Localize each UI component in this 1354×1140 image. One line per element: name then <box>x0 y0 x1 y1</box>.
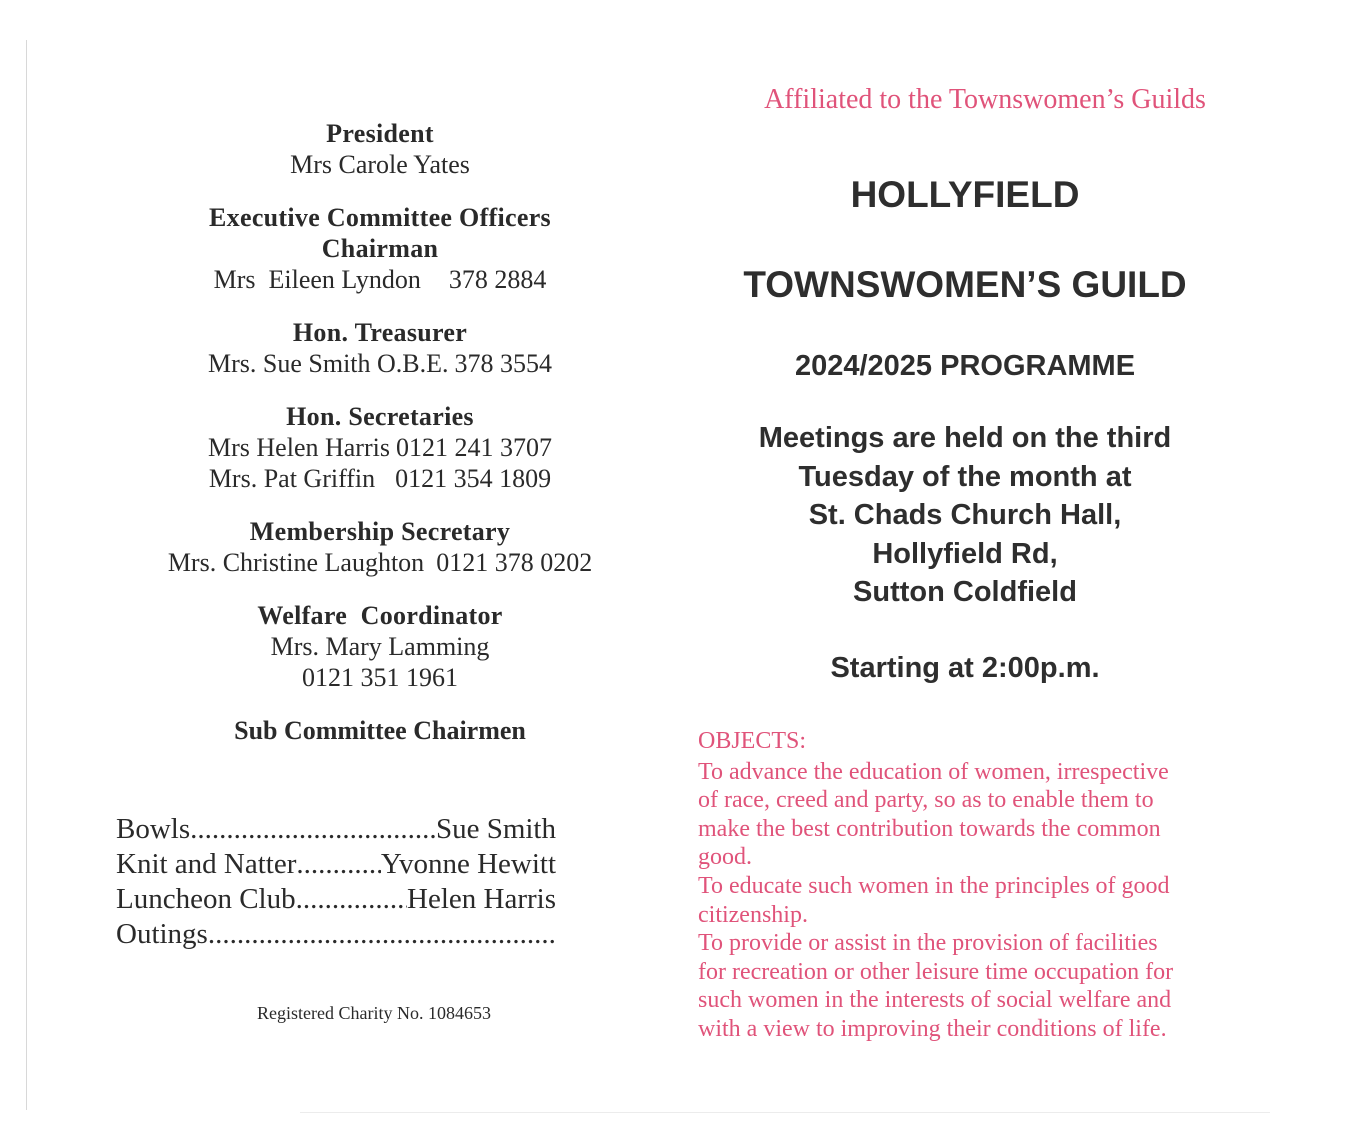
objects-line: good. <box>698 844 752 871</box>
treasurer-contact <box>110 348 650 379</box>
chairman-name: Mrs Eileen Lyndon <box>213 265 421 294</box>
welfare-phone: 0121 351 1961 <box>302 663 458 692</box>
secretary-name: Mrs. Pat Griffin <box>208 464 376 493</box>
objects-heading: OBJECTS: <box>698 728 807 754</box>
secretary-contact <box>110 463 650 494</box>
list-item <box>116 917 556 952</box>
meeting-line: Sutton Coldfield <box>853 576 1077 608</box>
objects-line: for recreation or other leisure time occupation for <box>698 958 1174 985</box>
president-block <box>110 118 650 180</box>
programme-year: 2024/2025 PROGRAMME <box>794 350 1136 382</box>
executive-heading: Executive Committee Officers <box>209 203 551 232</box>
meeting-line: St. Chads Church Hall, <box>808 499 1122 531</box>
sub-committee-list <box>116 812 556 952</box>
list-item <box>116 812 556 847</box>
chairman-block <box>110 202 650 295</box>
meeting-line: Tuesday of the month at <box>798 460 1132 493</box>
chairman-role: Chairman <box>321 234 439 263</box>
membership-role: Membership Secretary <box>249 517 511 546</box>
secretary-name: Mrs Helen Harris <box>208 433 390 462</box>
objects-line: of race, creed and party, so as to enable them to <box>698 787 1154 814</box>
objects-line: such women in the interests of social welfare and <box>698 987 1172 1014</box>
sub-committee-chair: Sue Smith <box>435 813 556 845</box>
meeting-line: Meetings are held on the third <box>758 422 1172 454</box>
charity-number: Registered Charity No. 1084653 <box>257 1003 491 1023</box>
page-title: HOLLYFIELD <box>850 174 1080 215</box>
chairman-phone: 378 2884 <box>448 265 547 294</box>
sub-committee-name: Outings <box>116 918 208 950</box>
sub-committee-name: Luncheon Club <box>116 883 296 915</box>
objects-line: To advance the education of women, irrespective <box>698 758 1169 785</box>
membership-name: Mrs. Christine Laughton <box>167 548 425 577</box>
president-role: President <box>326 119 434 148</box>
membership-block <box>110 516 650 578</box>
sub-committee-chair: Yvonne Hewitt <box>380 848 556 880</box>
officers-panel <box>110 118 650 746</box>
secretaries-block <box>110 401 650 494</box>
page-edge <box>300 1112 1270 1113</box>
leader-dots <box>208 917 556 952</box>
objects-line: citizenship. <box>698 901 808 928</box>
list-item <box>116 847 556 882</box>
list-item <box>116 882 556 917</box>
start-time: Starting at 2:00p.m. <box>830 651 1100 684</box>
sub-committee-name: Bowls <box>116 813 191 845</box>
leader-dots <box>296 847 381 882</box>
treasurer-phone: 378 3554 <box>454 349 553 378</box>
meeting-details <box>690 419 1240 612</box>
welfare-block <box>110 600 650 693</box>
membership-phone: 0121 378 0202 <box>436 548 593 577</box>
secretary-phone: 0121 354 1809 <box>395 464 552 493</box>
cover-panel <box>690 80 1240 685</box>
sub-committee-heading: Sub Committee Chairmen <box>234 716 526 745</box>
treasurer-block <box>110 317 650 379</box>
membership-contact <box>0 547 770 578</box>
leader-dots <box>296 882 407 917</box>
welfare-name: Mrs. Mary Lamming <box>270 632 490 661</box>
treasurer-name: Mrs. Sue Smith O.B.E. <box>207 349 449 378</box>
affiliation-line: Affiliated to the Townswomen’s Guilds <box>764 84 1206 115</box>
objects-line: make the best contribution towards the common <box>698 815 1161 842</box>
secretary-phone: 0121 241 3707 <box>395 433 552 462</box>
secretary-contact <box>110 432 650 463</box>
objects-line: with a view to improving their conditions of life. <box>698 1015 1167 1042</box>
sub-committee-name: Knit and Natter <box>116 848 297 880</box>
secretaries-role: Hon. Secretaries <box>286 402 474 431</box>
meeting-line: Hollyfield Rd, <box>872 537 1058 570</box>
president-name: Mrs Carole Yates <box>290 150 470 179</box>
objects-section <box>698 727 1208 1044</box>
welfare-role: Welfare Coordinator <box>257 601 503 630</box>
leader-dots <box>190 812 436 847</box>
treasurer-role: Hon. Treasurer <box>292 318 468 347</box>
objects-line: To provide or assist in the provision of facilities <box>698 930 1158 957</box>
objects-line: To educate such women in the principles of good <box>698 872 1170 899</box>
page-subtitle: TOWNSWOMEN’S GUILD <box>743 264 1187 305</box>
chairman-contact <box>110 264 650 295</box>
sub-committee-chair: Helen Harris <box>407 883 556 915</box>
